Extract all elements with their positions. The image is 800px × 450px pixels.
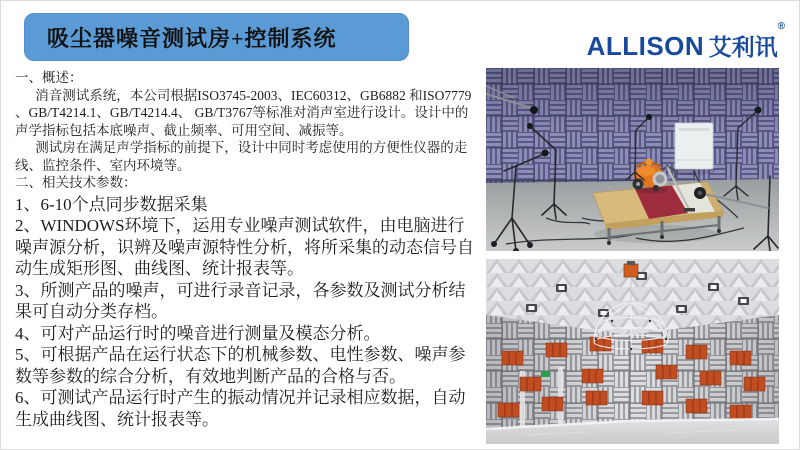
photo-white-anechoic-chamber — [486, 259, 779, 444]
params-heading: 二、相关技术参数： — [15, 175, 137, 190]
white-chamber-illustration — [486, 259, 779, 444]
param-item-4: 4、可对产品运行时的噪音进行测量及模态分析。 — [15, 323, 381, 343]
overview-paragraph-1: 消音测试系统，本公司根据ISO3745-2003、IEC60312、GB6882 和ISO7779 、GB/T4214.1、GB/T4214.4、 GB/T3767等标准对消声室进行设计。设计中的声学指标包括本底噪声、截止频率、可用空间、减振等。 — [15, 87, 472, 138]
param-item-1: 1、6-10个点同步数据采集 — [15, 194, 208, 214]
overview-heading: 一、概述： — [15, 70, 83, 85]
photo-purple-anechoic-room — [486, 68, 779, 251]
equipment-box — [672, 123, 716, 175]
purple-room-illustration — [486, 68, 779, 251]
title-banner — [24, 13, 409, 61]
params-list — [15, 194, 479, 431]
page-title: 吸尘器噪音测试房+控制系统 — [47, 25, 337, 51]
param-item-6: 6、可测试产品运行时产生的振动情况并记录相应数据，自动生成曲线图、统计报表等。 — [15, 388, 466, 429]
param-item-5: 5、可根据产品在运行状态下的机械参数、电性参数、噪声参数等参数的综合分析，有效地判断产品的合格与否。 — [15, 345, 466, 386]
exit-sign — [541, 371, 550, 377]
param-item-3: 3、所测产品的噪声，可进行录音记录，各参数及测试分析结果可自动分类存档。 — [15, 280, 466, 321]
brand-logo-cjk: 艾利讯 — [708, 34, 778, 60]
brand-logo — [586, 21, 785, 62]
brand-logo-latin: ALLISON — [586, 31, 705, 61]
overview-paragraph-2: 测试房在满足声学指标的前提下，设计中同时考虑使用的方便性仪器的走线、监控条件、室内环境等。 — [15, 140, 468, 173]
param-item-2: 2、WINDOWS环境下，运用专业噪声测试软件，由电脑进行噪声源分析，识辨及噪声源特性分析，将所采集的动态信号自动生成矩形图、曲线图、统计报表等。 — [15, 216, 474, 278]
registered-trademark-symbol: ® — [777, 21, 785, 32]
body-text — [15, 69, 479, 430]
